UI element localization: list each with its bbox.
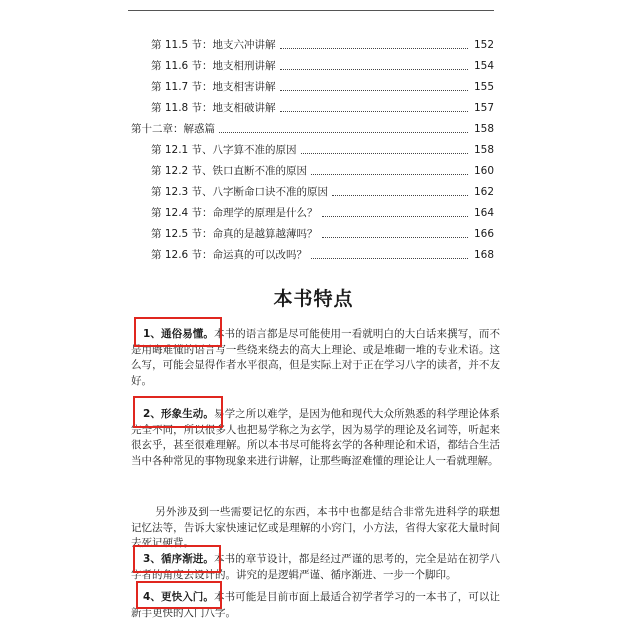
- header-rule: [128, 10, 494, 11]
- toc-entry-label: 第 11.7 节：地支相害讲解: [151, 81, 276, 93]
- feature-text: 易学之所以难学，是因为他和现代大众所熟悉的科学理论体系完全不同，所以很多人也把易学称之为玄学，因为易学的理论及名词等，听起来很玄乎，甚至很难理解。所以本书尽可能将玄学的各种理论和术语，都结合生活当中各种常见的事物现象来进行讲解，让那些晦涩难懂的理论让人一看就理解。: [131, 408, 500, 467]
- toc-leader-dots: [219, 131, 468, 133]
- toc-entry: [151, 160, 494, 178]
- toc-entry-page: 168: [473, 249, 494, 261]
- toc-entry-page: 157: [473, 102, 494, 114]
- toc-entry-label: 第 12.1 节、八字算不准的原因: [151, 144, 297, 156]
- toc-entry-label: 第 12.5 节：命真的是越算越薄吗？: [151, 228, 318, 240]
- toc-entry-label: 第 12.6 节：命运真的可以改吗？: [151, 249, 308, 261]
- highlight-box: [133, 396, 223, 428]
- toc-leader-dots: [322, 215, 468, 217]
- toc-leader-dots: [322, 236, 468, 238]
- highlight-box: [133, 545, 221, 573]
- toc-entry-page: 160: [473, 165, 494, 177]
- toc-entry-page: 152: [473, 39, 494, 51]
- toc-leader-dots: [311, 173, 468, 175]
- toc-entry: [151, 244, 494, 262]
- toc-entry: [151, 139, 494, 157]
- toc-leader-dots: [280, 110, 468, 112]
- toc-leader-dots: [280, 68, 468, 70]
- highlight-box: [134, 317, 222, 347]
- feature-text: 本书的章节设计，都是经过严谨的思考的，完全是站在初学八字者的角度去设计的。讲究的是逻辑严谨、循序渐进、一步一个脚印。: [131, 553, 500, 581]
- toc-entry: [151, 181, 494, 199]
- feature-text: 本书可能是目前市面上最适合初学者学习的一本书了，可以让新手更快的入门八字。: [131, 591, 500, 619]
- highlight-box: [136, 581, 222, 609]
- toc-entry-page: 155: [473, 81, 494, 93]
- toc-leader-dots: [280, 89, 468, 91]
- toc-entry: [151, 202, 494, 220]
- toc-entry-page: 158: [473, 123, 494, 135]
- toc-entry-label: 第 11.6 节：地支相刑讲解: [151, 60, 276, 72]
- toc-entry-page: 166: [473, 228, 494, 240]
- toc-entry-page: 164: [473, 207, 494, 219]
- toc-entry-label: 第 12.3 节、八字断命口诀不准的原因: [151, 186, 329, 198]
- toc-leader-dots: [332, 194, 468, 196]
- feature-lead: 2、形象生动。: [143, 408, 214, 420]
- toc-entry-label: 第 12.4 节：命理学的原理是什么？: [151, 207, 318, 219]
- toc-leader-dots: [280, 47, 468, 49]
- toc-entry-page: 154: [473, 60, 494, 72]
- toc-entry-label: 第十二章：解惑篇: [131, 123, 215, 135]
- toc-entry-page: 158: [473, 144, 494, 156]
- toc-entry-label: 第 12.2 节、铁口直断不准的原因: [151, 165, 308, 177]
- toc-entry: [151, 76, 494, 94]
- feature-text: 本书的语言都是尽可能使用一看就明白的大白话来撰写，而不是用晦难懂的语言写一些绕来绕去的高大上理论、或是堆砌一堆的专业术语。这么写，可能会显得作者水平很高，但是实际上对于正在学习八字的读者，并不友好。: [131, 328, 500, 387]
- toc-leader-dots: [301, 152, 468, 154]
- section-title: 本书特点: [273, 288, 354, 310]
- toc-entry-label: 第 11.5 节：地支六冲讲解: [151, 39, 276, 51]
- toc-entry: [151, 55, 494, 73]
- toc-leader-dots: [311, 257, 468, 259]
- toc-entry-label: 第 11.8 节：地支相破讲解: [151, 102, 276, 114]
- toc-chapter-entry: [131, 118, 494, 136]
- toc-entry: [151, 97, 494, 115]
- toc-entry-page: 162: [473, 186, 494, 198]
- feature-lead: 4、更快入门。: [143, 591, 214, 603]
- toc-entry: [151, 34, 494, 52]
- feature-lead: 1、通俗易懂。: [143, 328, 214, 340]
- feature-lead: 3、循序渐进。: [143, 553, 214, 565]
- toc-entry: [151, 223, 494, 241]
- feature-text: 另外涉及到一些需要记忆的东西，本书中也都是结合非常先进科学的联想记忆法等，告诉大家快速记忆或是理解的小窍门，小方法，省得大家花大量时间去死记硬背。: [131, 506, 500, 549]
